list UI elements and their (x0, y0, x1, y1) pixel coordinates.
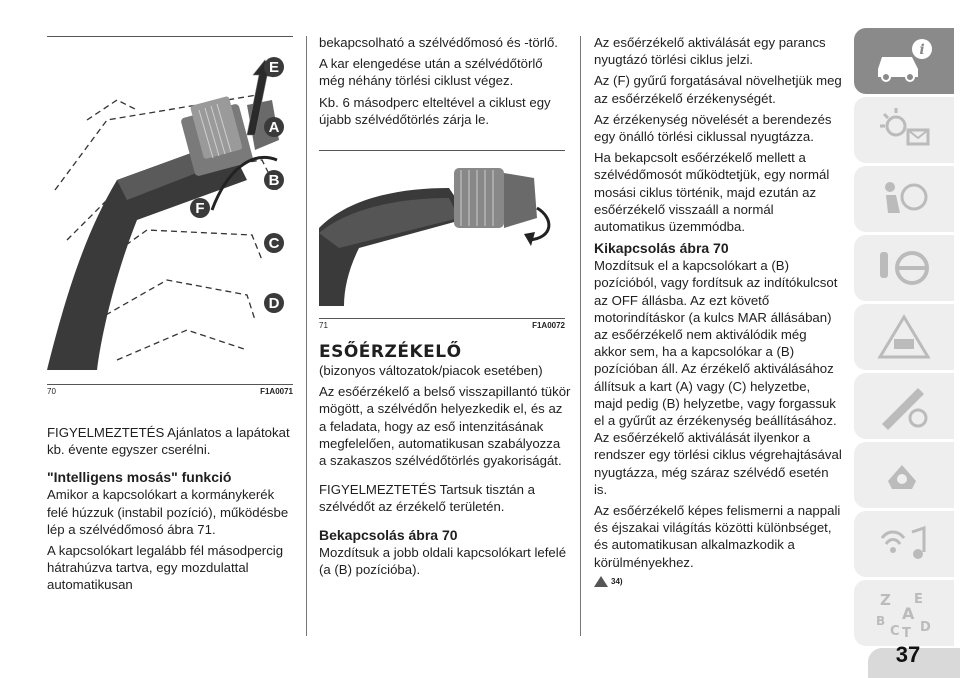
dashboard-lights-icon (872, 104, 936, 156)
warning-road-icon (872, 311, 936, 363)
warning-keep-clean: FIGYELMEZTETÉS Tartsuk tisztán a szélvédőt az érzékelő területén. (319, 482, 535, 515)
figure-70-number: 70 (47, 387, 56, 396)
tab-dashboard-lights[interactable] (854, 97, 954, 163)
figure-label-c: C (268, 235, 280, 252)
technical-data-icon (872, 449, 936, 501)
paragraph: (bizonyos változatok/piacok esetében) (319, 363, 543, 378)
paragraph: Az érzékenység növelését a berendezés egy önálló törlési ciklussal nyugtázza. (594, 111, 832, 145)
figure-71-code: F1A0072 (532, 321, 565, 330)
maintenance-icon (872, 380, 936, 432)
tab-technical-data[interactable] (854, 442, 954, 508)
index-letter: A (902, 604, 915, 623)
index-letter: E (914, 592, 923, 607)
warning-triangle-icon (594, 576, 608, 587)
tab-safety[interactable] (854, 166, 954, 232)
paragraph: Amikor a kapcsolókart a kormánykerék felé húzzuk (instabil pozíció), működésbe lép a szélvédőmosó ábra 71. (47, 487, 289, 537)
index-letter: B (876, 614, 886, 628)
index-icon (872, 587, 936, 639)
paragraph: A kapcsolókart legalább fél másodpercig hátrahúzva tartva, egy mozdulattal automatikusan (47, 543, 284, 593)
heading-rain-sensor: ESŐÉRZÉKELŐ (319, 342, 462, 362)
chapter-tabs (854, 28, 954, 649)
warning-wiper-blades: FIGYELMEZTETÉS Ajánlatos a lapátokat kb. évente egyszer cserélni. (47, 425, 290, 458)
heading-intelligent-wash: "Intelligens mosás" funkció (47, 469, 232, 486)
index-letter: Z (880, 591, 891, 609)
column-1-text (47, 424, 295, 598)
paragraph: Az esőérzékelő képes felismerni a nappali és éjszakai világítás közötti különbséget, és automatikusan alkalmazkodik a körülményekhez. (594, 503, 841, 570)
column-2-text-bottom (319, 342, 571, 582)
paragraph: Ha bekapcsolt esőérzékelő mellett a szélvédőmosót működtetjük, egy normál mosási ciklus történik, majd ezután az esőérzékelő visszaáll a normál automatikus üzemmódba. (594, 150, 830, 235)
figure-70-stalk-illustration (47, 40, 293, 378)
footnote-number: 34) (611, 576, 623, 586)
tab-emergency[interactable] (854, 304, 954, 370)
figure-label-d: D (268, 295, 280, 312)
paragraph: Az esőérzékelő a belső visszapillantó tükör mögött, a szélvédőn helyezkedik el, és az a feladata, hogy az eső intenzitásának megfelelően, automatikusan szabályozza a szakaszos szélvédőtörlés gyakoriságát. (319, 384, 571, 469)
tab-starting-driving[interactable] (854, 235, 954, 301)
figure-label-f: F (195, 200, 205, 217)
paragraph: A kar elengedése után a szélvédőtörlő még néhány törlési ciklust végez. (319, 56, 543, 89)
column-3-text (594, 34, 842, 591)
tab-car-info[interactable] (854, 28, 954, 94)
paragraph: Az (F) gyűrű forgatásával növelhetjük meg az esőérzékelő érzékenységét. (594, 73, 842, 106)
figure-70-code: F1A0071 (260, 387, 293, 396)
tab-index[interactable] (854, 580, 954, 646)
figure-label-a: A (268, 119, 280, 136)
figure-71-number: 71 (319, 321, 328, 330)
paragraph: bekapcsolható a szélvédőmosó és -törlő. (319, 35, 558, 50)
figure-label-e: E (268, 59, 280, 76)
footnote-ref[interactable] (594, 573, 623, 590)
svg-text:i: i (919, 42, 925, 58)
tab-multimedia[interactable] (854, 511, 954, 577)
page-number: 37 (895, 642, 921, 667)
tab-maintenance[interactable] (854, 373, 954, 439)
heading-activation: Bekapcsolás ábra 70 (319, 526, 458, 543)
car-info-icon (872, 35, 936, 87)
paragraph: Mozdítsuk a jobb oldali kapcsolókart lefelé (a (B) pozícióba). (319, 544, 567, 577)
steering-key-icon (872, 242, 936, 294)
multimedia-icon (872, 518, 936, 570)
safety-airbag-icon (872, 173, 936, 225)
paragraph: Az esőérzékelő aktiválását egy parancs nyugtázó törlési ciklus jelzi. (594, 35, 826, 68)
figure-label-b: B (268, 172, 280, 189)
paragraph: Mozdítsuk el a kapcsolókart a (B) pozícióból, vagy fordítsuk az indítókulcsot az OFF állásba. Az ezt követő motorindításkor (a kulcs MAR állásában) az esőérzékelő nem aktiválódik még akkor sem, ha a kapcsolókar a (B) pozícióban áll. Az érzékelő aktiválásához állítsuk a kart (A) vagy (C) helyzetbe, majd pedig (B) helyzetbe, vagy forgassuk el a gyűrűt az érzékenység beállításához. Az esőérzékelő aktiválását ilyenkor a rendszer egy törlési ciklus végrehajtásával nyugtázza, még száraz szélvédő esetén is. (594, 258, 842, 497)
heading-deactivation: Kikapcsolás ábra 70 (594, 240, 729, 257)
paragraph: Kb. 6 másodperc elteltével a ciklust egy újabb szélvédőtörlés zárja le. (319, 94, 551, 127)
index-letter: T (902, 626, 911, 639)
figure-71-stalk-illustration (319, 158, 565, 306)
index-letter: D (920, 620, 931, 635)
index-letter: C (890, 624, 900, 639)
column-2-text-top (319, 34, 569, 132)
